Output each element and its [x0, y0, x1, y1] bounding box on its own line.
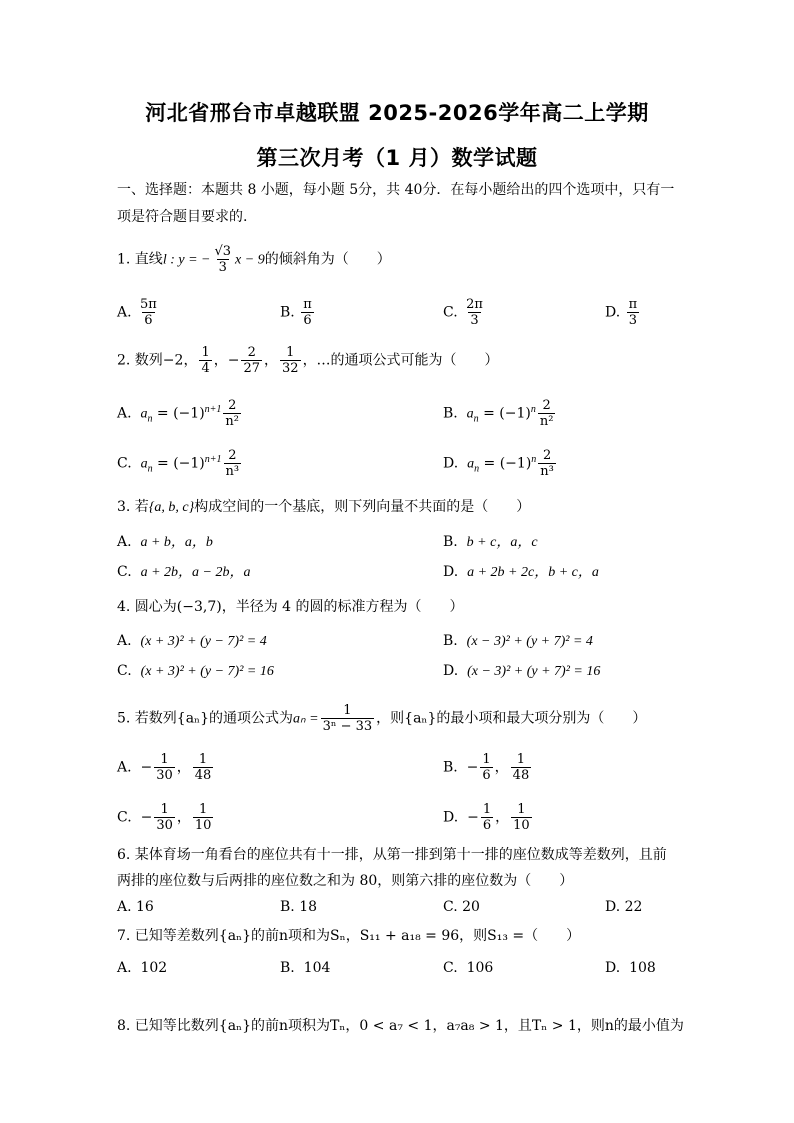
frac-num: 2: [247, 345, 256, 360]
frac: [154, 802, 175, 833]
frac-den: n³: [540, 464, 554, 479]
question-1-expr-b: x − 9: [235, 252, 265, 268]
option-label: A.: [117, 633, 132, 649]
page-subtitle: 第三次月考（1 月）数学试题: [256, 146, 538, 170]
option-text: b + c，a，c: [466, 535, 538, 550]
option-label: C.: [117, 663, 132, 679]
q5-option-b[interactable]: B. − $\frac{1}{6}$ ， $\frac{1}{48}$: [443, 752, 530, 783]
frac-den: 6: [482, 818, 492, 833]
separator: ，−: [213, 352, 240, 369]
option-text: (x − 3)² + (y + 7)² = 4: [466, 634, 593, 649]
frac-den: 30: [156, 768, 173, 783]
question-6-line2: 两排的座位数与后两排的座位数之和为 80，则第六排的座位数为（ ）: [117, 873, 574, 889]
separator: ，: [264, 352, 279, 369]
question-1: [117, 244, 391, 275]
question-7: 7. 已知等差数列{aₙ}的前n项和为Sₙ，S₁₁ + a₁₈ = 96，则S₁₃ =（ ）: [117, 928, 581, 944]
q5-option-c[interactable]: C. − $\frac{1}{30}$ ， $\frac{1}{10}$: [117, 802, 212, 833]
frac-den: 48: [194, 768, 212, 783]
frac-den: n²: [225, 414, 240, 429]
frac-den: 30: [156, 818, 173, 833]
question-1-fraction: [212, 244, 233, 275]
option-text: 108: [629, 960, 656, 976]
eq: = (−1): [152, 405, 205, 422]
frac-den: n³: [225, 464, 240, 479]
option-label: D.: [443, 455, 459, 472]
option-fraction: [224, 448, 242, 479]
frac-num: 2: [228, 448, 237, 463]
q2-option-a[interactable]: [117, 398, 243, 429]
q2-option-c[interactable]: [117, 448, 243, 479]
sub: n: [473, 413, 479, 425]
option-label: D.: [605, 960, 621, 976]
option-text: (x − 3)² + (y + 7)² = 16: [467, 664, 601, 679]
option-label: D.: [605, 304, 621, 321]
question-3: [117, 497, 530, 518]
q5-option-d[interactable]: D. − $\frac{1}{6}$ ， $\frac{1}{10}$: [443, 802, 530, 833]
option-fraction: [627, 297, 640, 328]
q7-option-b[interactable]: [280, 958, 330, 978]
option-text: (x + 3)² + (y − 7)² = 4: [140, 634, 267, 649]
q3-option-c[interactable]: [117, 562, 250, 583]
frac-den: 6: [144, 313, 153, 328]
option-text: 106: [466, 960, 494, 976]
frac: [480, 752, 492, 783]
frac-num: 1: [482, 802, 492, 817]
frac-den: n²: [539, 414, 554, 429]
option-text: 18: [299, 899, 318, 915]
q4-option-b[interactable]: [443, 631, 593, 652]
section-instructions-line1: 一、选择题：本题共 8 小题，每小题 5分，共 40分．在每小题给出的四个选项中，只有一: [117, 182, 675, 198]
option-fraction: [301, 297, 314, 328]
question-5-expr: aₙ =: [293, 711, 319, 727]
option-label: A.: [117, 304, 132, 321]
expr: a: [467, 456, 475, 472]
q1-option-c[interactable]: [443, 297, 487, 328]
frac: [193, 802, 214, 833]
frac-den: 27: [243, 361, 261, 376]
frac-num: 2π: [466, 297, 483, 312]
frac-den: 3: [628, 313, 638, 328]
option-label: C.: [443, 899, 458, 915]
option-text: a + 2b，a − 2b，a: [140, 565, 251, 580]
question-5-suffix: ，则{aₙ}的最小项和最大项分别为（ ）: [376, 710, 647, 727]
eq: = (−1): [479, 455, 532, 472]
q2-term-4: [280, 345, 301, 376]
q3-option-a[interactable]: [117, 532, 213, 553]
frac-num: π: [303, 297, 312, 312]
option-label: C.: [117, 809, 132, 826]
pow: n+1: [204, 453, 222, 465]
question-3-basis: {a, b, c}: [148, 500, 195, 515]
frac: [481, 802, 493, 833]
expr: a: [140, 456, 148, 472]
option-text: 22: [624, 899, 643, 915]
option-label: A.: [117, 899, 132, 915]
frac-den: 4: [201, 361, 210, 376]
option-label: C.: [443, 960, 458, 976]
expr: a: [466, 406, 474, 422]
frac: [511, 752, 532, 783]
frac-num: 1: [482, 752, 491, 767]
option-text: 20: [462, 899, 480, 915]
option-label: B.: [443, 534, 458, 550]
option-text: a + 2b + 2c，b + c，a: [467, 565, 599, 580]
option-text: 104: [303, 960, 331, 976]
frac-num: π: [628, 297, 638, 312]
sub: n: [147, 413, 153, 425]
q1-option-d[interactable]: [605, 297, 641, 328]
page-title: 河北省邢台市卓越联盟 2025-2026学年高二上学期: [145, 101, 649, 125]
question-2: [117, 345, 499, 376]
q2-term-2: [199, 345, 211, 376]
q6-option-d[interactable]: [605, 897, 642, 917]
q6-option-a[interactable]: [117, 897, 154, 917]
frac-num: 1: [286, 345, 295, 360]
option-text: 102: [140, 960, 168, 976]
frac-den: 10: [513, 818, 530, 833]
q2-option-d[interactable]: [443, 448, 558, 479]
frac-num: 1: [160, 802, 169, 817]
option-label: B.: [280, 899, 295, 915]
frac-den: 10: [194, 818, 212, 833]
option-text: 16: [136, 899, 154, 915]
option-fraction: [223, 398, 241, 429]
question-1-expr-a: l : y = −: [162, 252, 211, 268]
question-5-prefix: 5. 若数列{aₙ}的通项公式为: [117, 710, 294, 727]
question-1-suffix: 的倾斜角为（ ）: [264, 251, 391, 268]
question-3-suffix: 构成空间的一个基底，则下列向量不共面的是（ ）: [194, 499, 531, 515]
q7-option-c[interactable]: [443, 958, 493, 978]
q3-option-b[interactable]: [443, 532, 538, 553]
option-text: (x + 3)² + (y − 7)² = 16: [140, 664, 274, 679]
question-2-prefix: 2. 数列−2，: [117, 352, 198, 369]
q3-option-d[interactable]: [443, 562, 599, 583]
section-instructions-line2: 项是符合题目要求的.: [117, 209, 248, 225]
frac-den: 48: [512, 768, 530, 783]
option-fraction: [538, 448, 556, 479]
pow: n: [530, 403, 536, 415]
frac-den: 6: [303, 313, 312, 328]
option-fraction: [138, 297, 159, 328]
sub: n: [474, 463, 480, 475]
expr: a: [140, 406, 148, 422]
eq: = (−1): [478, 405, 531, 422]
q5-option-a[interactable]: A. − $\frac{1}{30}$ ， $\frac{1}{48}$: [117, 752, 212, 783]
frac-num: 2: [542, 398, 551, 413]
q7-option-a[interactable]: [117, 958, 167, 978]
question-2-suffix: ，…的通项公式可能为（ ）: [302, 352, 499, 369]
option-label: D.: [443, 663, 459, 679]
option-label: B.: [443, 633, 458, 649]
q4-option-d[interactable]: [443, 661, 600, 682]
option-fraction: [538, 398, 556, 429]
question-6-line1: 6. 某体育场一角看台的座位共有十一排，从第一排到第十一排的座位数成等差数列，且前: [117, 847, 667, 863]
frac-num: 1: [516, 752, 526, 767]
option-label: B.: [443, 405, 458, 422]
frac-num: 1: [517, 802, 526, 817]
option-label: C.: [117, 455, 132, 472]
q6-option-b[interactable]: [280, 897, 317, 917]
question-4: 4. 圆心为(−3,7)，半径为 4 的圆的标准方程为（ ）: [117, 599, 464, 615]
question-3-prefix: 3. 若: [117, 499, 149, 515]
option-label: D.: [605, 899, 621, 915]
frac-num: 1: [198, 802, 208, 817]
question-1-frac-num: √3: [214, 244, 232, 259]
frac-den: 3: [470, 313, 479, 328]
frac: [193, 752, 214, 783]
frac-num: 1: [201, 345, 210, 360]
option-label: D.: [443, 564, 459, 580]
option-label: A.: [117, 960, 132, 976]
frac-den: 6: [482, 768, 491, 783]
sub: n: [147, 463, 153, 475]
frac-num: 2: [542, 448, 552, 463]
question-1-frac-den: 3: [218, 260, 227, 275]
q2-term-3: [241, 345, 262, 376]
pow: n+1: [204, 403, 222, 415]
q1-option-b[interactable]: [280, 297, 316, 328]
question-5-fraction: [321, 703, 375, 734]
frac-num: 2: [228, 398, 237, 413]
q7-option-d[interactable]: [605, 958, 656, 978]
option-label: A.: [117, 759, 132, 776]
option-label: A.: [117, 534, 132, 550]
option-fraction: [464, 297, 485, 328]
option-text: a + b，a，b: [140, 535, 213, 550]
q4-option-c[interactable]: [117, 661, 274, 682]
frac-num: 1: [198, 752, 208, 767]
frac: [511, 802, 532, 833]
option-label: C.: [117, 564, 132, 580]
frac-num: 5π: [140, 297, 157, 312]
question-5: [117, 703, 646, 734]
question-1-prefix: 1. 直线: [117, 251, 163, 268]
question-8: 8. 已知等比数列{aₙ}的前n项积为Tₙ，0 < a₇ < 1，a₇a₈ > 1，且Tₙ > 1，则n的最小值为: [117, 1018, 684, 1034]
frac-den: 3ⁿ − 33: [322, 719, 373, 734]
q1-option-a[interactable]: [117, 297, 161, 328]
q4-option-a[interactable]: [117, 631, 267, 652]
option-label: B.: [280, 304, 295, 321]
pow: n: [531, 453, 537, 465]
frac: [154, 752, 175, 783]
option-label: B.: [443, 759, 458, 776]
frac-den: 32: [282, 361, 299, 376]
eq: = (−1): [152, 455, 205, 472]
option-label: D.: [443, 809, 459, 826]
q2-option-b[interactable]: [443, 398, 557, 429]
option-label: A.: [117, 405, 132, 422]
option-label: C.: [443, 304, 458, 321]
frac-num: 1: [160, 752, 169, 767]
frac-num: 1: [343, 703, 352, 718]
option-label: B.: [280, 960, 295, 976]
q6-option-c[interactable]: [443, 897, 480, 917]
